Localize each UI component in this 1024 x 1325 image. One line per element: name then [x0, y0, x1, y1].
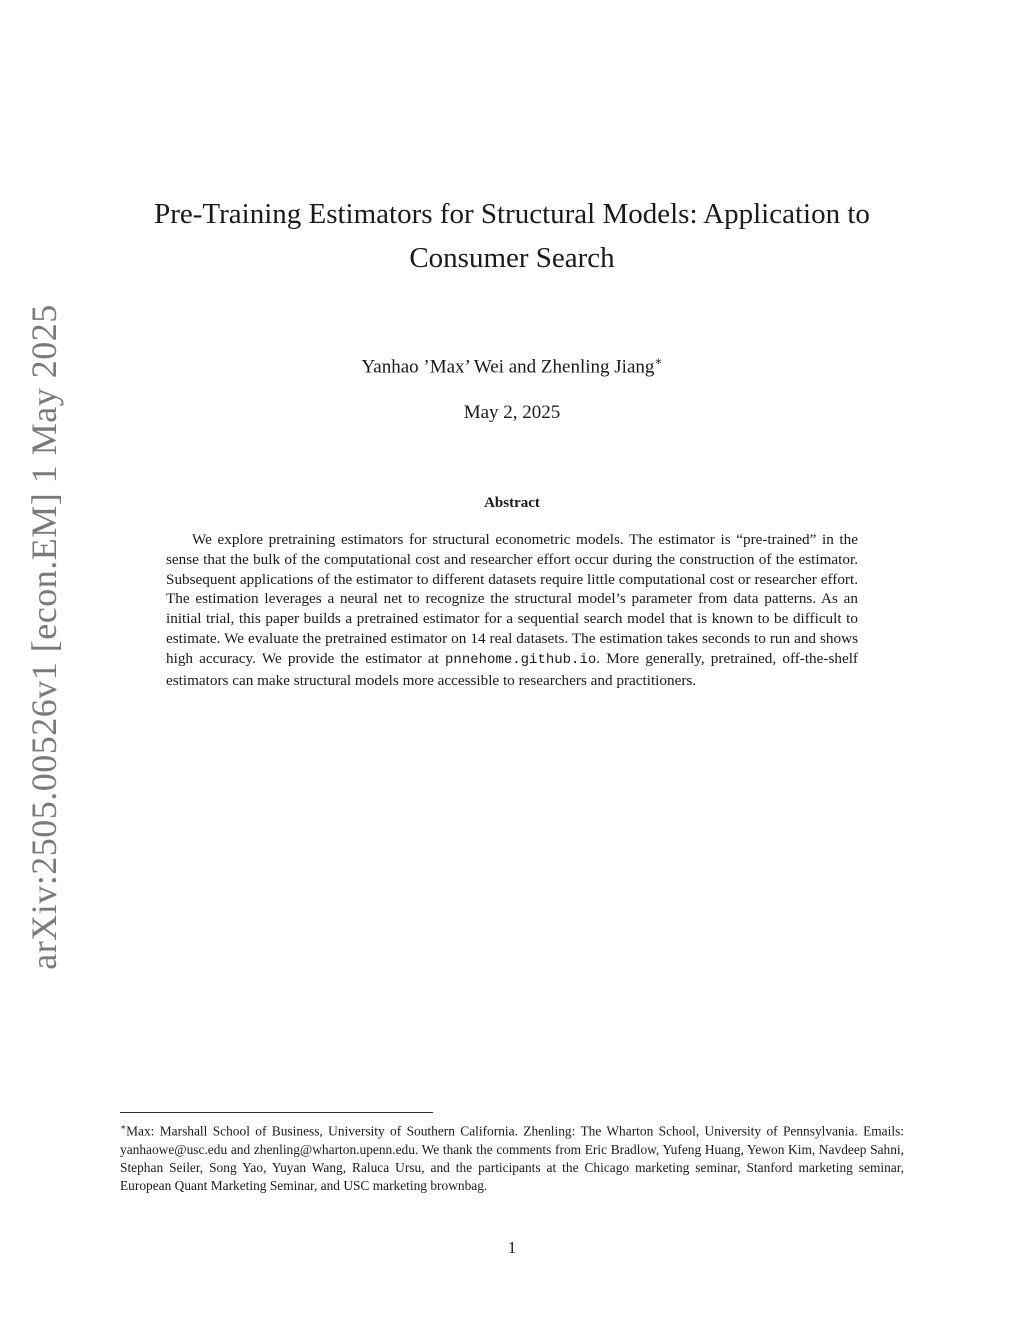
- footnote: [120, 1118, 904, 1195]
- title-line-2: Consumer Search: [409, 242, 615, 274]
- title-line-1: Pre-Training Estimators for Structural Models: Application to: [154, 198, 870, 230]
- footnote-divider: [120, 1112, 433, 1113]
- abstract-heading: Abstract: [484, 495, 540, 511]
- arxiv-identifier-stamp: arXiv:2505.00526v1 [econ.EM] 1 May 2025: [24, 304, 64, 970]
- page-number: 1: [507, 1238, 517, 1257]
- author-names: Yanhao ’Max’ Wei and Zhenling Jiang: [361, 356, 655, 378]
- abstract-text-part-1: We explore pretraining estimators for structural econometric models. The estimator is “pre-trained” in the sense that the bulk of the computational cost and researcher effort occur during the construction of the estimator. Subsequent applications of the estimator to different datasets require little computational cost or researcher effort. The estimation leverages a neural net to recognize the structural model’s parameter from data patterns. As an initial trial, this paper builds a pretrained estimator for a sequential search model that is known to be difficult to estimate. We evaluate the pretrained estimator on 14 real datasets. The estimation takes seconds to run and shows high accuracy. We provide the estimator at: [166, 531, 858, 667]
- estimator-link[interactable]: pnnehome.github.io: [445, 651, 597, 668]
- author-line: [120, 354, 904, 378]
- abstract-text-part-2: . More generally, pretrained, off-the-shelf estimators can make structural models more accessible to researchers and practitioners.: [166, 649, 858, 689]
- paper-title: [120, 192, 904, 280]
- author-footnote-marker[interactable]: ∗: [654, 354, 663, 368]
- abstract-body: [166, 530, 858, 690]
- footnote-marker: ∗: [120, 1122, 127, 1132]
- paper-date: May 2, 2025: [463, 402, 561, 423]
- footnote-text: Max: Marshall School of Business, University of Southern California. Zhenling: The Wharton School, University of Pennsylvania. Emails: yanhaowe@usc.edu and zhenling@wharton.upenn.edu. We thank the comments from Eric Bradlow, Yufeng Huang, Yewon Kim, Navdeep Sahni, Stephan Seiler, Song Yao, Yuyan Wang, Raluca Ursu, and the participants at the Chicago marketing seminar, Stanford marketing seminar, European Quant Marketing Seminar, and USC marketing brownbag.: [120, 1123, 904, 1194]
